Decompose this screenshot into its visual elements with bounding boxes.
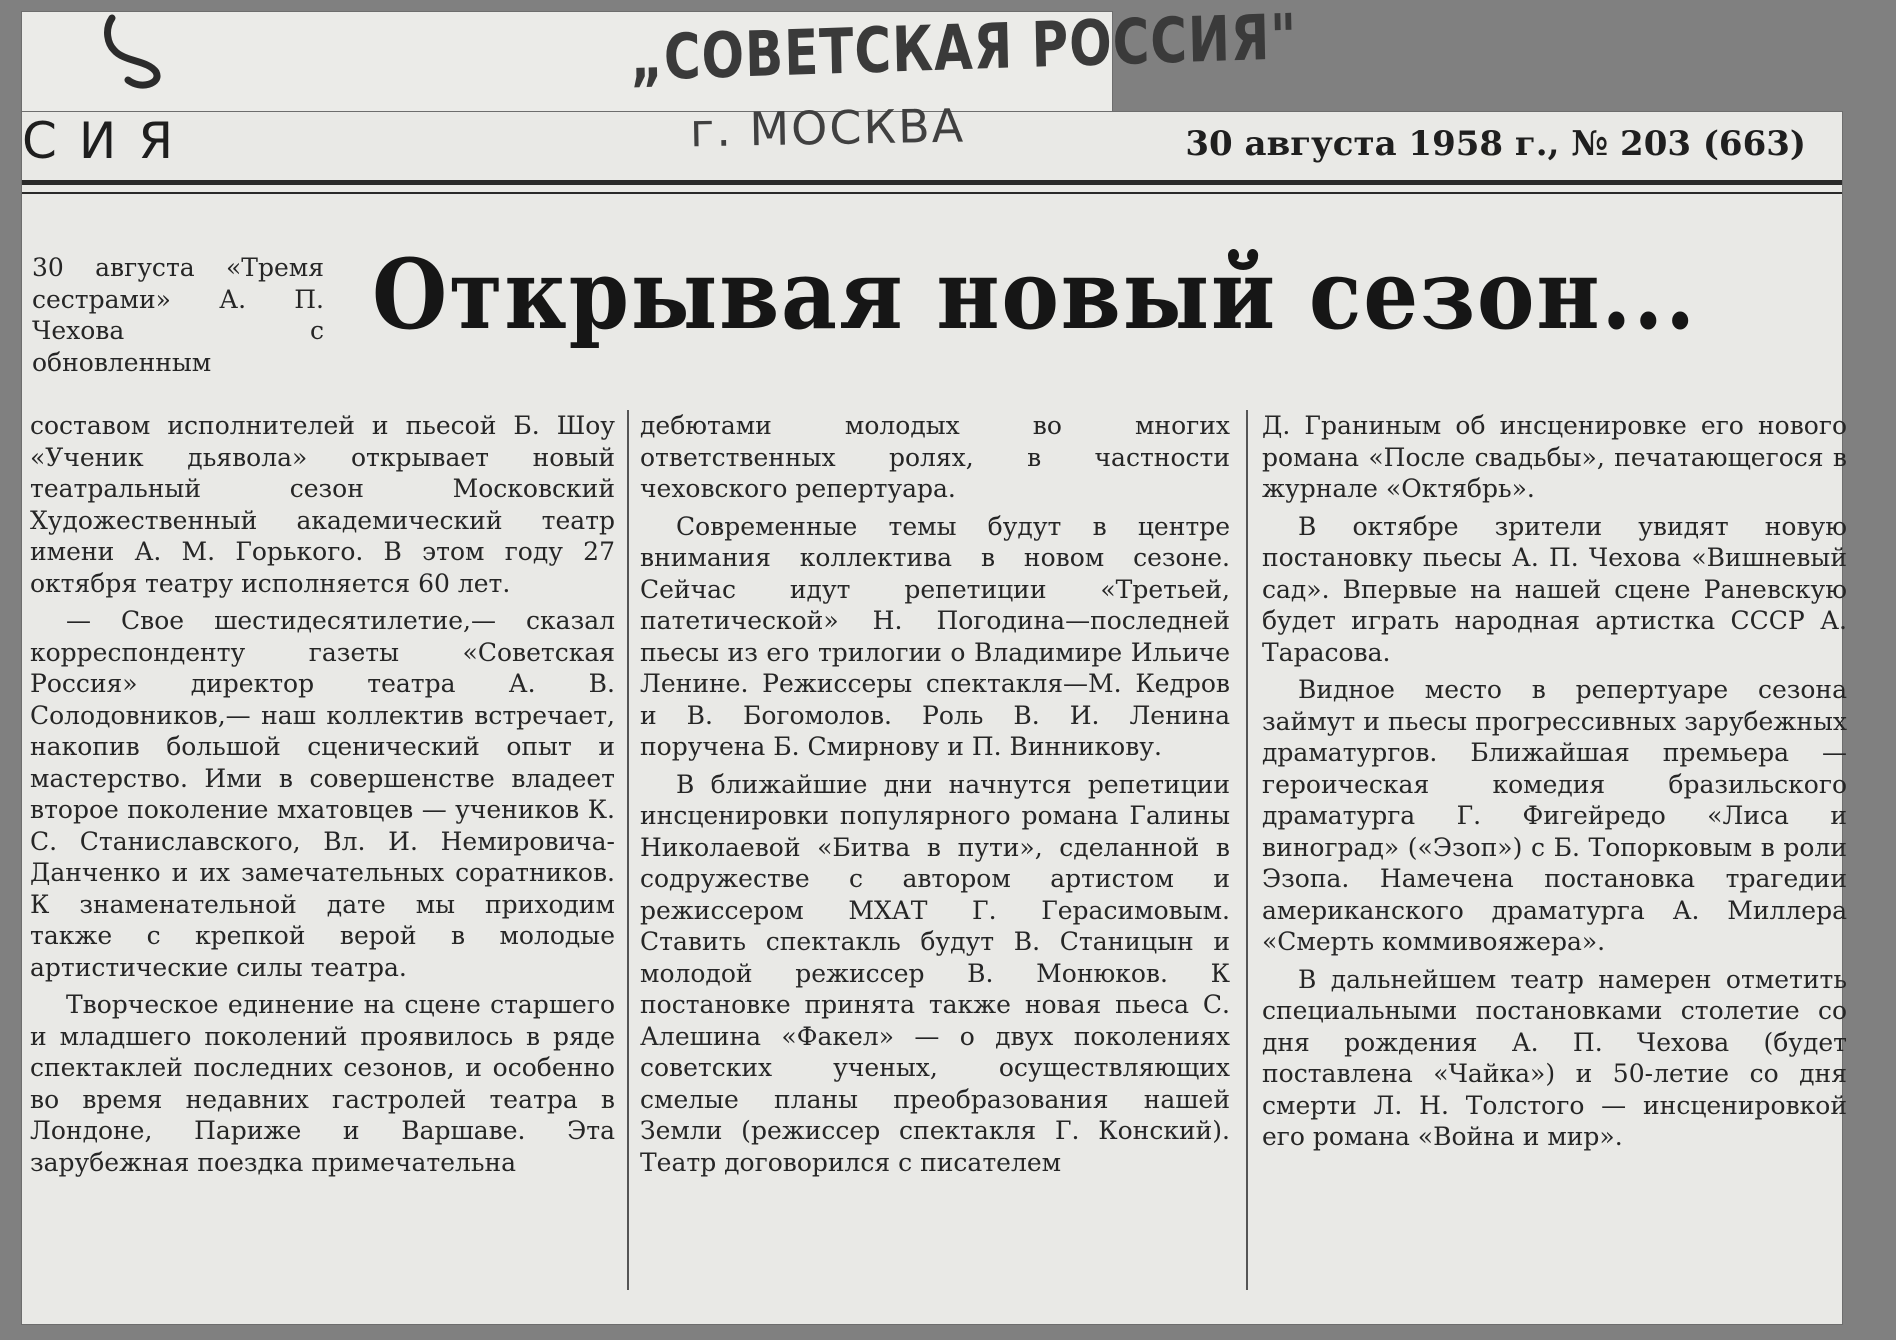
- paragraph: Творческое единение на сцене старшего и младшего поколений проявилось в ряде спектаклей последних сезонов, и особенно во время недавних гастролей театра в Лондоне, Париже и Варшаве. Эта зарубежная поездка примечательна: [30, 990, 615, 1177]
- masthead-rule-thick: [22, 180, 1842, 185]
- article-column-1: [30, 410, 615, 1310]
- column-divider: [1246, 410, 1248, 1290]
- paragraph: составом исполнителей и пьесой Б. Шоу «Ученик дьявола» открывает новый театральный сезон Московский Художественный академический театр имени А. М. Горького. В этом году 27 октября театру исполняется 60 лет.: [30, 411, 615, 598]
- stamp-city: г. МОСКВА: [689, 98, 966, 158]
- masthead-rule-thin: [22, 192, 1842, 194]
- paragraph: Д. Граниным об инсценировке его нового романа «После свадьбы», печатающегося в журнале «Октябрь».: [1262, 411, 1847, 503]
- article-column-3: [1262, 410, 1847, 1310]
- masthead-fragment: СИЯ: [22, 112, 196, 170]
- paragraph: дебютами молодых во многих ответственных ролях, в частности чеховского репертуара.: [640, 411, 1230, 503]
- article-lead: 30 августа «Тремя сестрами» А. П. Чехова с обновленным: [32, 253, 324, 377]
- handwritten-mark: [100, 10, 170, 90]
- article-column-2: [640, 410, 1230, 1310]
- paragraph: Современные темы будут в центре внимания коллектива в новом сезоне. Сейчас идут репетиции «Третьей, патетической» Н. Погодина—последней пьесы из его трилогии о Владимире Ильиче Ленине. Режиссеры спектакля—М. Кедров и В. Богомолов. Роль В. И. Ленина поручена Б. Смирнову и П. Винникову.: [640, 511, 1230, 761]
- article-headline: Открывая новый сезон...: [372, 238, 1698, 351]
- stamp-newspaper-name: „СОВЕТСКАЯ РОССИЯ": [629, 0, 1299, 95]
- issue-date-number: 30 августа 1958 г., № 203 (663): [1185, 124, 1806, 164]
- paragraph: В октябре зрители увидят новую постановку пьесы А. П. Чехова «Вишневый сад». Впервые на нашей сцене Раневскую будет играть народная артистка СССР А. Тарасова.: [1262, 511, 1847, 667]
- paragraph: В дальнейшем театр намерен отметить специальными постановками столетие со дня рождения А. П. Чехова (будет поставлена «Чайка») и 50-летие со дня смерти Л. Н. Толстого — инсценировкой его романа «Война и мир».: [1262, 964, 1847, 1151]
- paragraph: — Свое шестидесятилетие,— сказал корреспонденту газеты «Советская Россия» директор театра А. В. Солодовников,— наш коллектив встречает, накопив большой сценический опыт и мастерство. Ими в совершенстве владеет второе поколение мхатовцев — учеников К. С. Станиславского, Вл. И. Немировича-Данченко и их замечательных соратников. К знаменательной дате мы приходим также с крепкой верой в молодые артистические силы театра.: [30, 606, 615, 982]
- column-divider: [627, 410, 629, 1290]
- paragraph: Видное место в репертуаре сезона займут и пьесы прогрессивных зарубежных драматургов. Ближайшая премьера — героическая комедия бразильского драматурга Г. Фигейредо «Лиса и виноград» («Эзоп») с Б. Топорковым в роли Эзопа. Намечена постановка трагедии американского драматурга А. Миллера «Смерть коммивояжера».: [1262, 675, 1847, 956]
- paragraph: В ближайшие дни начнутся репетиции инсценировки популярного романа Галины Николаевой «Битва в пути», сделанной в содружестве с автором артистом и режиссером МХАТ Г. Герасимовым. Ставить спектакль будут В. Станицын и молодой режиссер В. Монюков. К постановке принята также новая пьеса С. Алешина «Факел» — о двух поколениях советских ученых, осуществляющих смелые планы преобразования нашей Земли (режиссер спектакля Г. Конский). Театр договорился с писателем: [640, 769, 1230, 1177]
